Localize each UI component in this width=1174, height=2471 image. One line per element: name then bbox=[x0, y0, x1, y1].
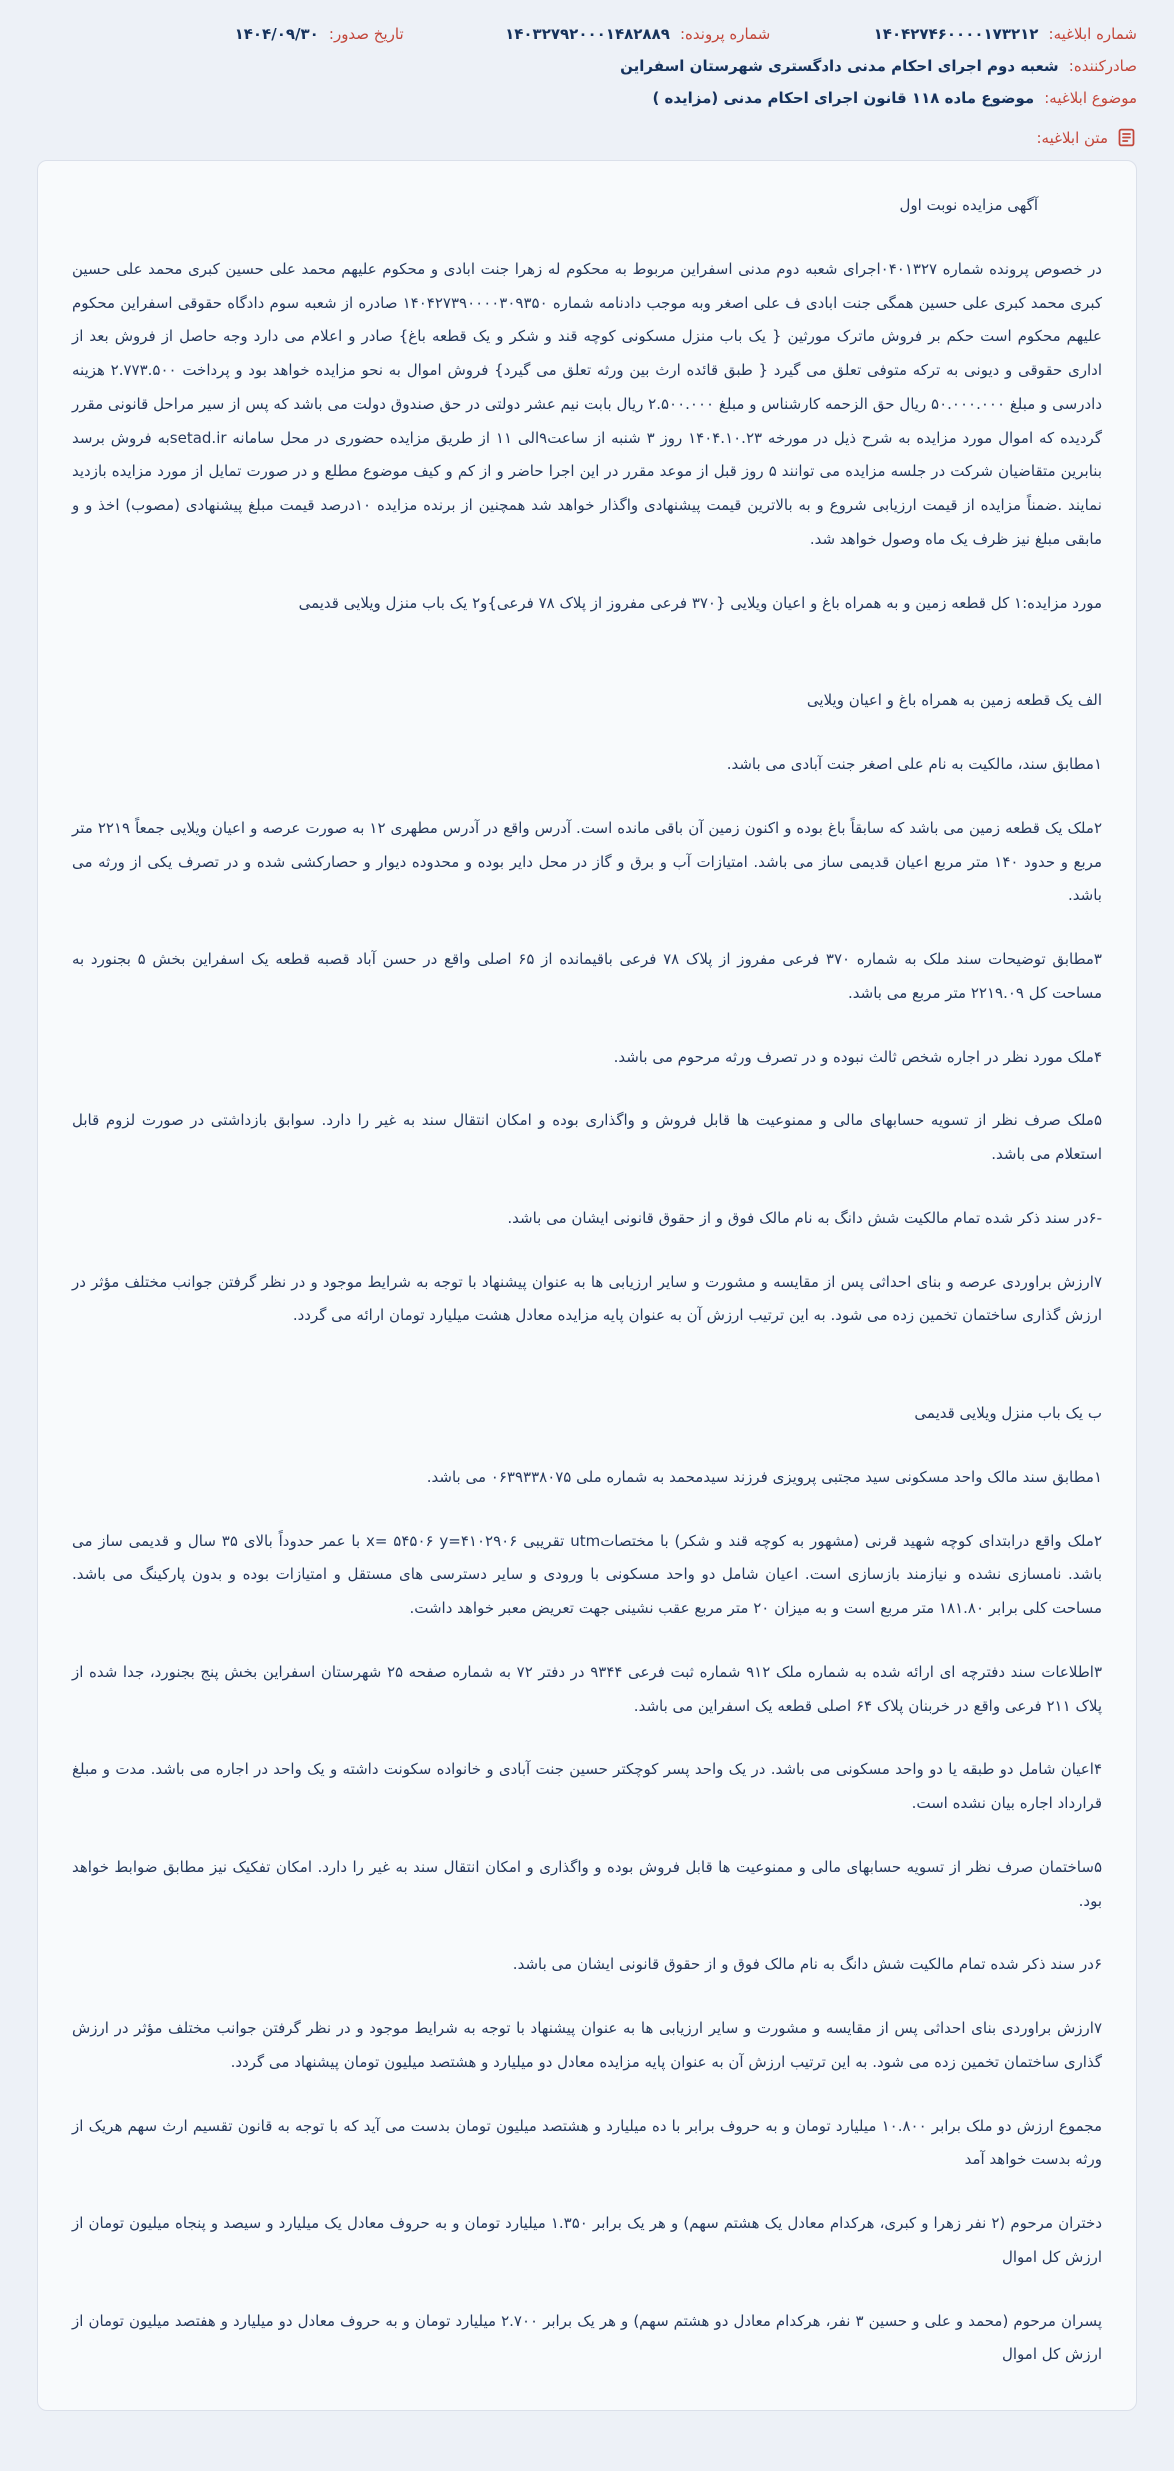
notice-paragraph-b4: ۴اعیان شامل دو طبقه یا دو واحد مسکونی می باشد. در یک واحد پسر کوچکتر حسین جنت آبادی و خانواده سکونت داشته و یک واحد در اجاره می باشد. مدت و مبلغ قرارداد اجاره بیان نشده است. bbox=[72, 1760, 1102, 1812]
case-number bbox=[404, 24, 771, 43]
notice-paragraph-a2: ۲ملک یک قطعه زمین می باشد که سابقاً باغ بوده و اکنون زمین آن باقی مانده است. آدرس واقع در آدرس مطهری ۱۲ به صورت عرصه و اعیان ویلایی جمعاً ۲۲۱۹ متر مربع و حدود ۱۴۰ متر مربع اعیان قدیمی ساز می باشد. امتیازات آب و برق و گاز در محل دایر بوده و محدوده دیوار و حصارکشی شده و در تصرف یکی از ورثه می باشد. bbox=[72, 818, 1102, 905]
notice-paragraph-a3: ۳مطابق توضیحات سند ملک به شماره ۳۷۰ فرعی مفروز از پلاک ۷۸ فرعی باقیمانده از ۶۵ اصلی واقع در حسن آباد قصبه قطعه یک اسفراین بخش ۵ بجنورد به مساحت کل ۲۲۱۹.۰۹ متر مربع می باشد. bbox=[72, 950, 1102, 1002]
notice-card bbox=[37, 160, 1137, 2411]
issue-date-label: تاریخ صدور: bbox=[328, 25, 404, 43]
notice-paragraph-a1: ۱مطابق سند، مالکیت به نام علی اصغر جنت آبادی می باشد. bbox=[726, 755, 1102, 773]
notice-paragraph-b7: ۷ارزش براوردی بنای احداثی پس از مقایسه و مشورت و سایر ارزیابی ها به عنوان پیشنهاد با توجه به شرایط موجود و در نظر گرفتن جوانب مختلف مؤثر در ارزش گذاری ساختمان تخمین زده می شود. به این ترتیب ارزش آن به عنوان پایه مزایده معادل دو میلیارد و هشتصد میلیون تومان پیشنهاد می گردد. bbox=[72, 2019, 1102, 2071]
notice-section-a-heading: الف یک قطعه زمین به همراه باغ و اعیان ویلایی bbox=[806, 691, 1102, 710]
notice-paragraph-daughters-share: دختران مرحوم (۲ نفر زهرا و کبری، هرکدام معادل یک هشتم سهم) و هر یک برابر ۱.۳۵۰ میلیارد تومان و به حروف معادل یک میلیارد و سیصد و پنجاه میلیون تومان از ارزش کل اموال bbox=[72, 2214, 1103, 2266]
meta-row-top bbox=[37, 24, 1137, 43]
issuer-label: صادرکننده: bbox=[1068, 57, 1137, 75]
notice-paragraph-auction-items: مورد مزایده:۱ کل قطعه زمین و به همراه باغ و اعیان ویلایی {۳۷۰ فرعی مفروز از پلاک ۷۸ فرعی}و۲ یک باب منزل ویلایی قدیمی bbox=[298, 593, 1102, 612]
subject-value: موضوع ماده ۱۱۸ قانون اجرای احکام مدنی (مزایده ) bbox=[652, 89, 1035, 107]
subject-label: موضوع ابلاغیه: bbox=[1044, 89, 1137, 107]
case-number-value: ۱۴۰۳۲۷۹۲۰۰۰۱۴۸۲۸۸۹ bbox=[505, 25, 670, 43]
notice-paragraph-b6: ۶در سند ذکر شده تمام مالکیت شش دانگ به نام مالک فوق و از حقوق قانونی ایشان می باشد. bbox=[512, 1955, 1102, 1974]
notice-text-label: متن ابلاغیه: bbox=[1036, 128, 1108, 147]
notice-paragraph-intro: در خصوص پرونده شماره ۰۴۰۱۳۲۷اجرای شعبه دوم مدنی اسفراین مربوط به محکوم له زهرا جنت ابادی و محکوم علیهم محمد علی حسین کبری محمد علی حسین کبری محمد کبری علی حسین همگی جنت ابادی ف علی اصغر وبه موجب دادنامه شماره ۱۴۰۴۲۷۳۹۰۰۰۰۳۰۹۳۵۰ صادره از شعبه سوم دادگاه حقوقی اسفراین محکوم علیهم محکوم است حکم بر فروش ماترک مورثین { یک باب منزل مسکونی کوچه قند و شکر و یک قطعه باغ} صادر و اعلام می دارد وجه حاصل از فروش بعد از اداری حقوقی و دیونی به ترکه متوفی تعلق می گیرد { طبق قائده ارث بین ورثه تعلق می گیرد} فروش اموال به نحو مزایده خواهد بود و پرداخت ۲.۷۷۳.۵۰۰ هزینه دادرسی و مبلغ ۵۰.۰۰۰.۰۰۰ ریال حق الزحمه کارشناس و مبلغ ۲.۵۰۰.۰۰۰ ریال بابت نیم عشر دولتی در حق صندوق دولت می باشد که پس از سیر مراحل قانونی مقرر گردیده که اموال مورد مزایده به شرح ذیل در مورخه ۱۴۰۴.۱۰.۲۳ روز ۳ شنبه از ساعت۹الی ۱۱ از طریق مزایده حضوری در محل سامانه setad.irبه فروش برسد بنابرین متقاضیان شرکت در جلسه مزایده می توانند ۵ روز قبل از موعد مقرر در این اجرا حاضر و از کم و کیف موضوع مطلع و در صورت تمایل از مورد مزایده بازدید نمایند .ضمناً مزایده از قیمت ارزیابی شروع و به بالاترین قیمت پیشنهادی واگذار خواهد شد همچنین از برنده مزایده ۱۰درصد قیمت مبلغ پیشنهادی (مصوب) اخذ و و مابقی مبلغ نیز ظرف یک ماه وصول خواهد شد. bbox=[72, 259, 1103, 548]
notice-paragraph-b2: ۲ملک واقع درابتدای کوچه شهید قرنی (مشهور به کوچه قند و شکر) با مختصاتutm تقریبی x= ۵۴۵۰۶ y=۴۱۰۲۹۰۶ با عمر حدوداً بالای ۳۵ سال و قدیمی ساز می باشد. نامسازی نشده و نیازمند بازسازی است. اعیان شامل دو واحد مسکونی با ورودی و سایر دسترسی های مستقل و امتیازات بوده و بدون پارکینگ می باشد. مساحت کلی برابر ۱۸۱.۸۰ متر مربع است و به میزان ۲۰ متر مربع عقب نشینی جهت تعریض معبر خواهد داشت. bbox=[72, 1531, 1102, 1617]
issuer-row bbox=[37, 56, 1137, 75]
notice-paragraph-a6: -۶در سند ذکر شده تمام مالکیت شش دانگ به نام مالک فوق و از حقوق قانونی ایشان می باشد. bbox=[507, 1208, 1102, 1227]
notice-paragraph-total-value: مجموع ارزش دو ملک برابر ۱۰.۸۰۰ میلیارد تومان و به حروف برابر با ده میلیارد و هشتصد میلیون تومان بدست می آید که با توجه به قانون تقسیم ارث سهم هریک از ورثه بدست خواهد آمد bbox=[72, 2116, 1102, 2169]
notice-paragraph-a5: ۵ملک صرف نظر از تسویه حسابهای مالی و ممنوعیت ها قابل فروش و واگذاری بوده و امکان انتقال سند به غیر را دارد. سوابق بازداشتی در صورت لزوم قابل استعلام می باشد. bbox=[72, 1111, 1102, 1163]
notice-paragraph-b5: ۵ساختمان صرف نظر از تسویه حسابهای مالی و ممنوعیت ها قابل فروش بوده و واگذاری و امکان انتقال سند به غیر را دارد. امکان تفکیک نیز مطابق ضوابط خواهد بود. bbox=[72, 1857, 1102, 1910]
issue-date bbox=[37, 24, 404, 43]
notice-section-b-heading: ب یک باب منزل ویلایی قدیمی bbox=[914, 1404, 1102, 1422]
notice-title: آگهی مزایده نوبت اول bbox=[899, 196, 1038, 214]
case-number-label: شماره پرونده: bbox=[679, 25, 771, 43]
subject-row bbox=[37, 88, 1137, 107]
issuer-value: شعبه دوم اجرای احکام مدنی دادگستری شهرستان اسفراین bbox=[620, 57, 1059, 75]
notification-header bbox=[37, 24, 1137, 148]
notice-paragraph-sons-share: پسران مرحوم (محمد و علی و حسین ۳ نفر، هرکدام معادل دو هشتم سهم) و هر یک برابر ۲.۷۰۰ میلیارد تومان و به حروف معادل دو میلیارد و هفتصد میلیون تومان از ارزش کل اموال bbox=[72, 2311, 1102, 2364]
notice-paragraph-a7: ۷ارزش براوردی عرصه و بنای احداثی پس از مقایسه و مشورت و سایر ارزیابی ها به عنوان پیشنهاد با توجه به شرایط موجود و در نظر گرفتن جوانب مختلف مؤثر در ارزش گذاری ساختمان تخمین زده می شود. به این ترتیب ارزش آن به عنوان پایه مزایده معادل هشت میلیارد تومان ارائه می گردد. bbox=[72, 1272, 1102, 1325]
notification-number-label: شماره ابلاغیه: bbox=[1048, 25, 1137, 43]
notice-paragraph-b3: ۳اطلاعات سند دفترچه ای ارائه شده به شماره ملک ۹۱۲ شماره ثبت فرعی ۹۳۴۴ در دفتر ۷۲ به شماره صفحه ۲۵ شهرستان اسفراین بخش پنج بجنورد، جدا شده از پلاک ۲۱۱ فرعی واقع در خربنان پلاک ۶۴ اصلی قطعه یک اسفراین می باشد. bbox=[72, 1662, 1102, 1715]
issue-date-value: ۱۴۰۴/۰۹/۳۰ bbox=[234, 25, 319, 43]
notification-number-value: ۱۴۰۴۲۷۴۶۰۰۰۰۱۷۳۲۱۲ bbox=[873, 25, 1039, 43]
notice-paragraph-a4: ۴ملک مورد نظر در اجاره شخص ثالث نبوده و در تصرف ورثه مرحوم می باشد. bbox=[613, 1047, 1102, 1066]
notice-paragraph-b1: ۱مطابق سند مالک واحد مسکونی سید مجتبی پرویزی فرزند سیدمحمد به شماره ملی ۰۶۳۹۳۳۸۰۷۵ می باشد. bbox=[426, 1467, 1102, 1486]
notice-text-label-row bbox=[37, 127, 1137, 148]
notification-number bbox=[770, 24, 1137, 43]
document-lines-icon bbox=[1116, 127, 1137, 148]
